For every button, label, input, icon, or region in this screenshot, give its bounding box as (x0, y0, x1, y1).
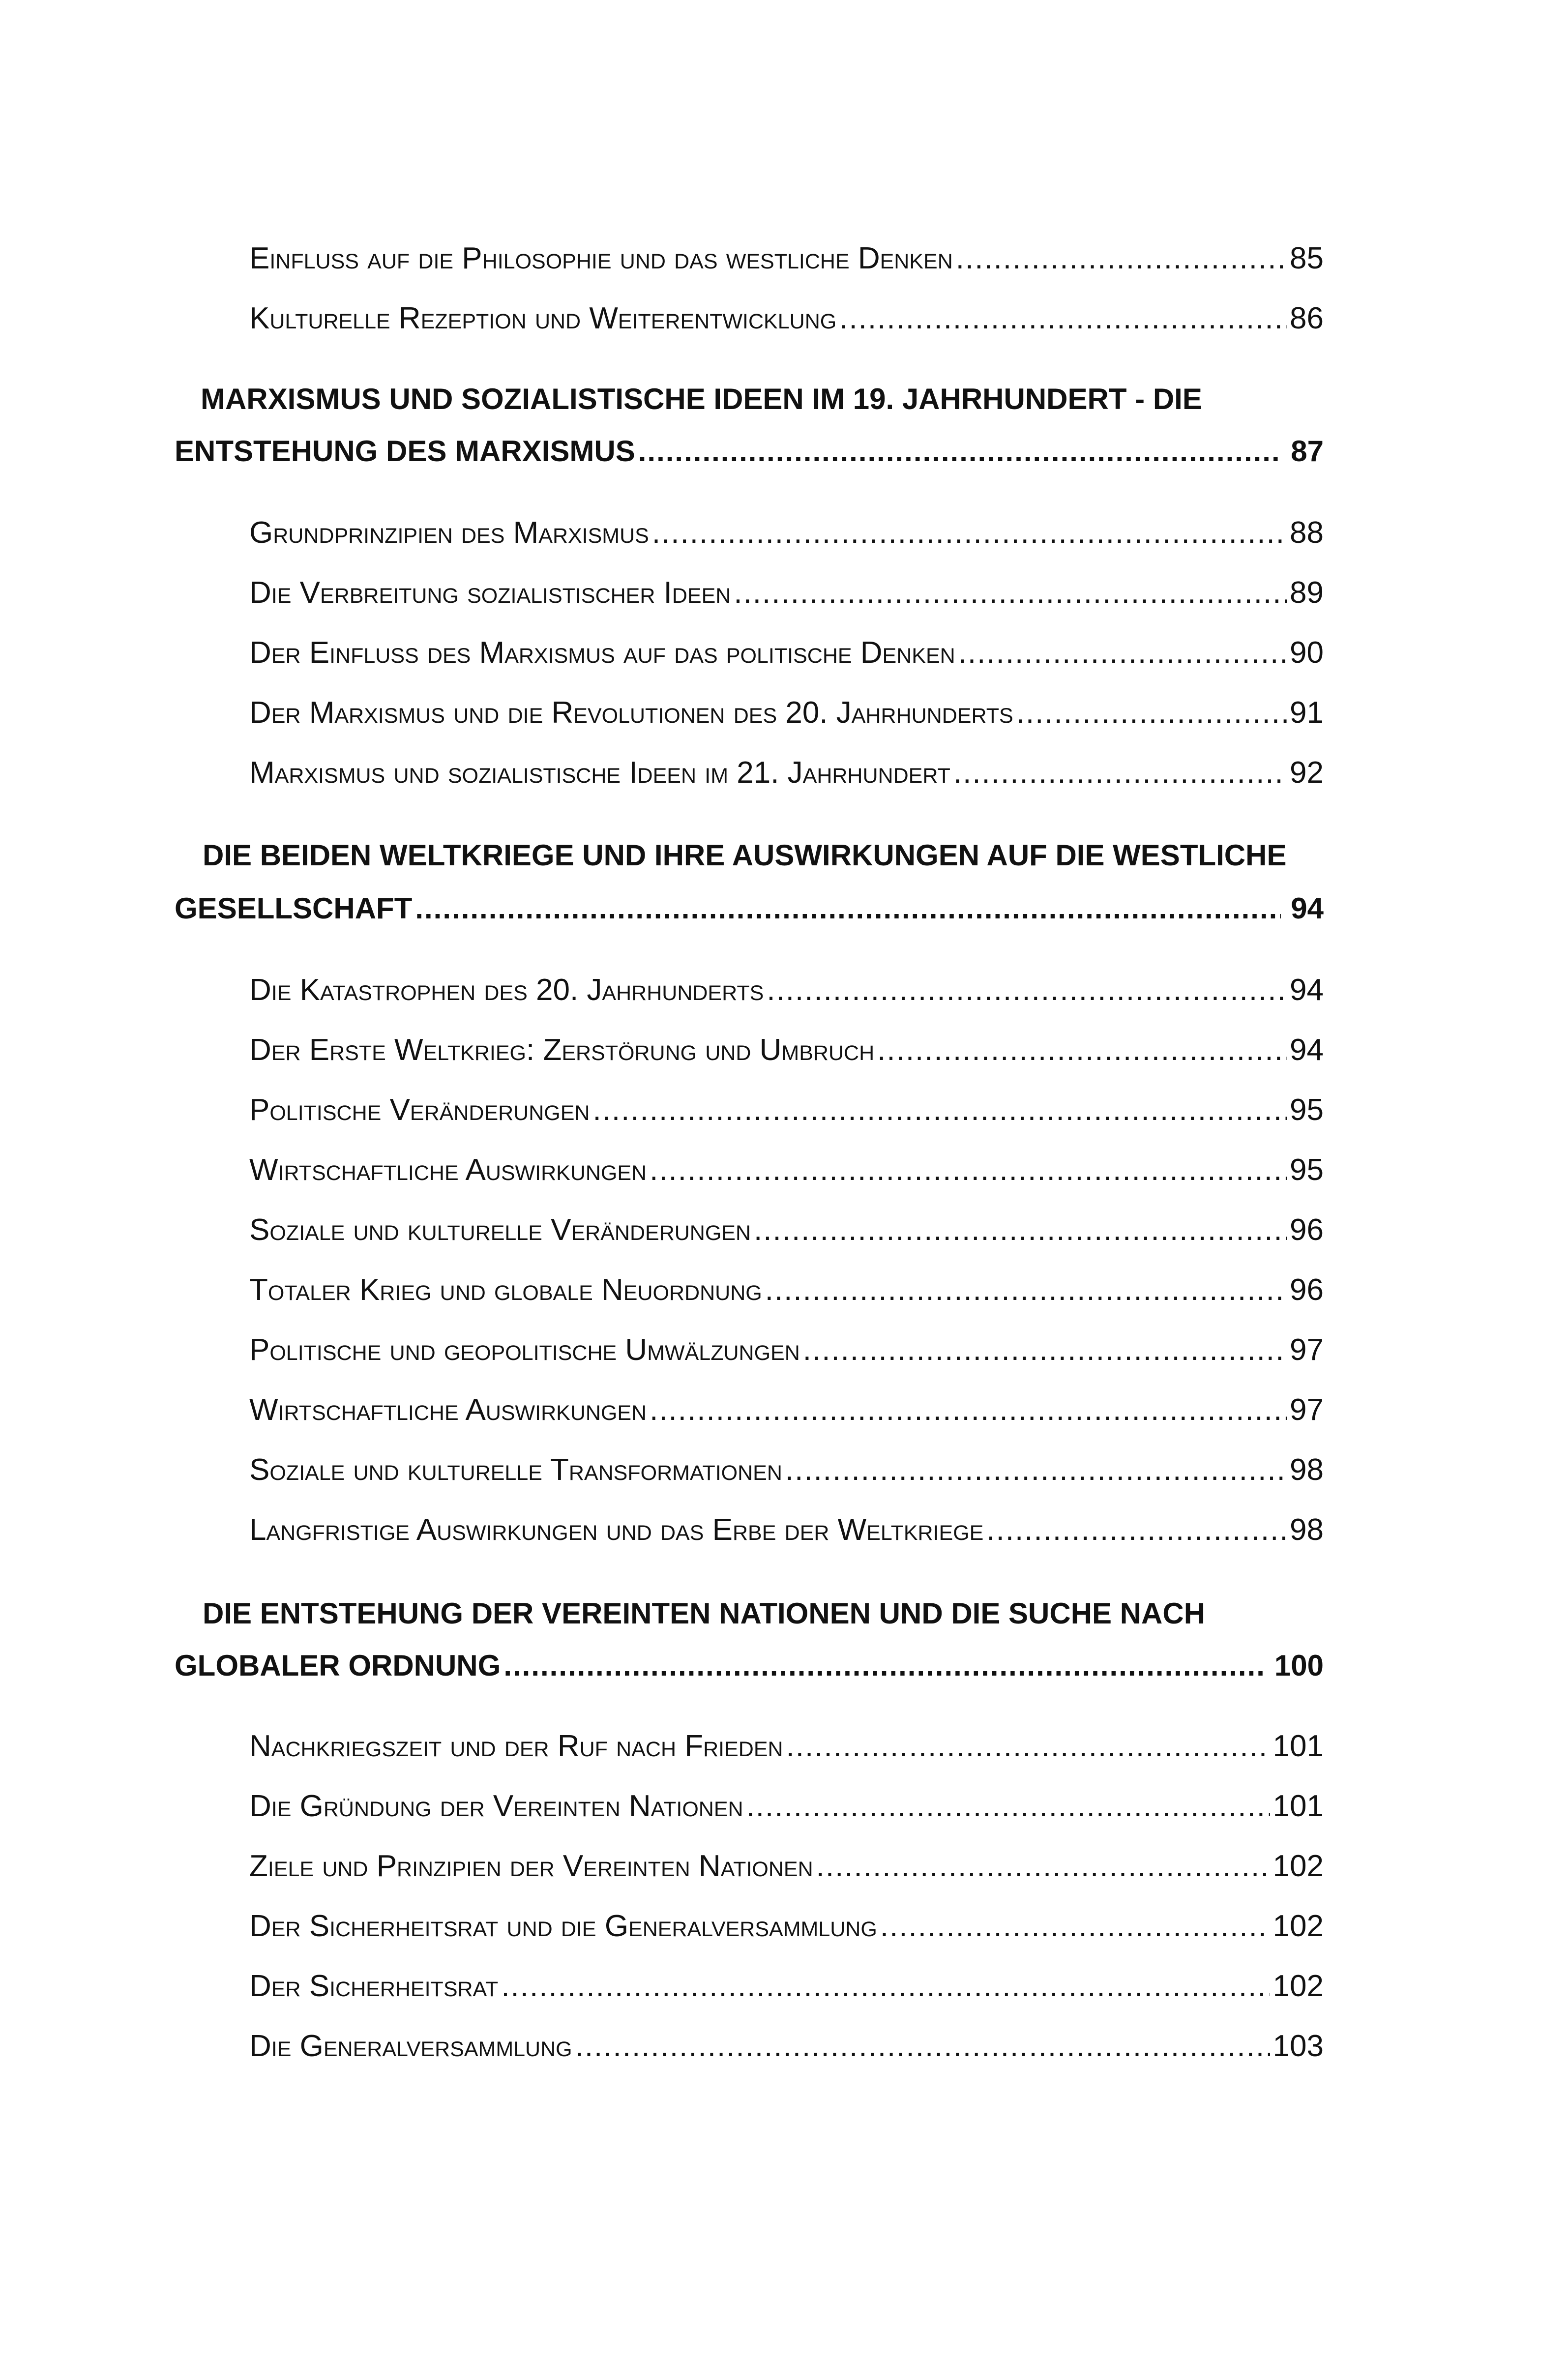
toc-entry-title: Der Erste Weltkrieg: Zerstörung und Umbruch (249, 1033, 875, 1067)
toc-chapter-page: 94 (1291, 892, 1324, 925)
toc-entry-page: 94 (1290, 1033, 1324, 1067)
toc-entry[interactable] (249, 1147, 1324, 1194)
toc-entry-title: Totaler Krieg und globale Neuordnung (249, 1273, 762, 1307)
dot-leader (592, 1087, 1287, 1134)
toc-chapter-page: 87 (1291, 435, 1324, 468)
dot-leader (785, 1446, 1287, 1494)
toc-entry-title: Die Katastrophen des 20. Jahrhunderts (249, 973, 764, 1007)
toc-entry-page: 103 (1272, 2029, 1324, 2063)
toc-entry-title: Der Sicherheitsrat (249, 1969, 499, 2003)
toc-entry-title: Der Marxismus und die Revolutionen des 20. Jahrhunderts (249, 696, 1013, 730)
toc-entry[interactable] (249, 1783, 1324, 1830)
toc-chapter-title-continued: GESELLSCHAFT (175, 892, 413, 925)
toc-entry[interactable] (249, 1267, 1324, 1314)
toc-entry[interactable] (249, 1207, 1324, 1254)
toc-entry[interactable] (249, 509, 1324, 557)
dot-leader (953, 749, 1287, 796)
toc-entry[interactable] (249, 749, 1324, 796)
dot-leader (638, 428, 1281, 475)
toc-entry-title: Soziale und kulturelle Veränderungen (249, 1213, 751, 1247)
dot-leader (415, 885, 1281, 932)
toc-entry-page: 92 (1290, 756, 1324, 790)
toc-entry-title: Marxismus und sozialistische Ideen im 21. Jahrhundert (249, 756, 950, 790)
toc-entry-page: 89 (1290, 576, 1324, 610)
toc-entry[interactable] (249, 1327, 1324, 1374)
toc-entry-page: 91 (1290, 696, 1324, 730)
dot-leader (765, 1267, 1287, 1314)
toc-entry[interactable] (249, 1903, 1324, 1950)
toc-entry[interactable] (249, 1087, 1324, 1134)
dot-leader (956, 235, 1287, 282)
toc-chapter-heading-line1[interactable] (201, 376, 1331, 423)
toc-entry[interactable] (249, 629, 1324, 677)
toc-entry[interactable] (249, 1843, 1324, 1890)
toc-entry-title: Der Sicherheitsrat und die Generalversammlung (249, 1909, 877, 1943)
dot-leader (986, 1506, 1287, 1554)
toc-chapter-heading-line1[interactable] (203, 832, 1333, 879)
toc-entry-title: Der Einfluss des Marxismus auf das politische Denken (249, 636, 955, 670)
toc-chapter-title: MARXISMUS UND SOZIALISTISCHE IDEEN IM 19. JAHRHUNDERT - DIE (201, 383, 1202, 415)
dot-leader (786, 1723, 1270, 1770)
toc-entry-title: Soziale und kulturelle Transformationen (249, 1453, 782, 1487)
toc-entry-title: Wirtschaftliche Auswirkungen (249, 1393, 647, 1427)
toc-entry-page: 101 (1272, 1789, 1324, 1823)
toc-chapter-page: 100 (1274, 1649, 1324, 1682)
toc-entry-page: 102 (1272, 1969, 1324, 2003)
toc-chapter-entry[interactable] (175, 428, 1324, 475)
toc-entry[interactable] (249, 1386, 1324, 1434)
toc-entry-title: Ziele und Prinzipien der Vereinten Nationen (249, 1849, 813, 1883)
toc-entry-title: Kulturelle Rezeption und Weiterentwicklung (249, 301, 837, 335)
toc-entry-title: Politische und geopolitische Umwälzungen (249, 1333, 800, 1367)
toc-entry-page: 96 (1290, 1213, 1324, 1247)
dot-leader (746, 1783, 1270, 1830)
toc-entry[interactable] (249, 295, 1324, 342)
toc-entry-title: Die Gründung der Vereinten Nationen (249, 1789, 743, 1823)
dot-leader (803, 1327, 1287, 1374)
dot-leader (501, 1963, 1270, 2010)
toc-entry-page: 101 (1272, 1729, 1324, 1763)
toc-entry[interactable] (249, 1027, 1324, 1074)
dot-leader (958, 629, 1287, 677)
dot-leader (734, 569, 1287, 617)
toc-entry-page: 97 (1290, 1333, 1324, 1367)
toc-entry-page: 97 (1290, 1393, 1324, 1427)
toc-entry-title: Langfristige Auswirkungen und das Erbe der Weltkriege (249, 1513, 984, 1547)
toc-entry-title: Wirtschaftliche Auswirkungen (249, 1153, 647, 1187)
toc-entry[interactable] (249, 1506, 1324, 1554)
toc-entry-title: Einfluss auf die Philosophie und das westliche Denken (249, 241, 953, 275)
toc-chapter-entry[interactable] (175, 1642, 1324, 1689)
toc-chapter-title: DIE BEIDEN WELTKRIEGE UND IHRE AUSWIRKUNGEN AUF DIE WESTLICHE (203, 839, 1287, 872)
toc-chapter-entry[interactable] (175, 885, 1324, 932)
toc-entry-page: 102 (1272, 1849, 1324, 1883)
toc-entry[interactable] (249, 2023, 1324, 2070)
dot-leader (650, 1147, 1287, 1194)
toc-entry[interactable] (249, 689, 1324, 737)
dot-leader (816, 1843, 1270, 1890)
toc-entry-title: Nachkriegszeit und der Ruf nach Frieden (249, 1729, 783, 1763)
dot-leader (503, 1642, 1265, 1689)
toc-entry[interactable] (249, 569, 1324, 617)
toc-chapter-title-continued: GLOBALER ORDNUNG (175, 1649, 501, 1682)
toc-entry-page: 88 (1290, 516, 1324, 550)
dot-leader (877, 1027, 1287, 1074)
toc-chapter-title-continued: ENTSTEHUNG DES MARXISMUS (175, 435, 635, 468)
toc-entry-page: 86 (1290, 301, 1324, 335)
dot-leader (754, 1207, 1287, 1254)
toc-entry[interactable] (249, 967, 1324, 1014)
dot-leader (575, 2023, 1270, 2070)
toc-entry-page: 98 (1290, 1453, 1324, 1487)
toc-entry[interactable] (249, 1446, 1324, 1494)
toc-entry-page: 96 (1290, 1273, 1324, 1307)
toc-entry-page: 95 (1290, 1153, 1324, 1187)
dot-leader (767, 967, 1287, 1014)
toc-entry-page: 85 (1290, 241, 1324, 275)
dot-leader (1016, 689, 1287, 737)
dot-leader (650, 1386, 1287, 1434)
toc-entry-page: 98 (1290, 1513, 1324, 1547)
toc-entry-page: 90 (1290, 636, 1324, 670)
toc-entry[interactable] (249, 1723, 1324, 1770)
toc-entry-page: 102 (1272, 1909, 1324, 1943)
toc-entry-title: Politische Veränderungen (249, 1093, 590, 1127)
toc-entry[interactable] (249, 235, 1324, 282)
toc-chapter-title: DIE ENTSTEHUNG DER VEREINTEN NATIONEN UND DIE SUCHE NACH (203, 1597, 1206, 1630)
toc-entry[interactable] (249, 1963, 1324, 2010)
dot-leader (652, 509, 1287, 557)
toc-entry-page: 95 (1290, 1093, 1324, 1127)
dot-leader (880, 1903, 1270, 1950)
dot-leader (839, 295, 1287, 342)
toc-entry-page: 94 (1290, 973, 1324, 1007)
toc-entry-title: Grundprinzipien des Marxismus (249, 516, 649, 550)
toc-entry-title: Die Generalversammlung (249, 2029, 572, 2063)
toc-chapter-heading-line1[interactable] (203, 1590, 1333, 1637)
toc-entry-title: Die Verbreitung sozialistischer Ideen (249, 576, 731, 610)
